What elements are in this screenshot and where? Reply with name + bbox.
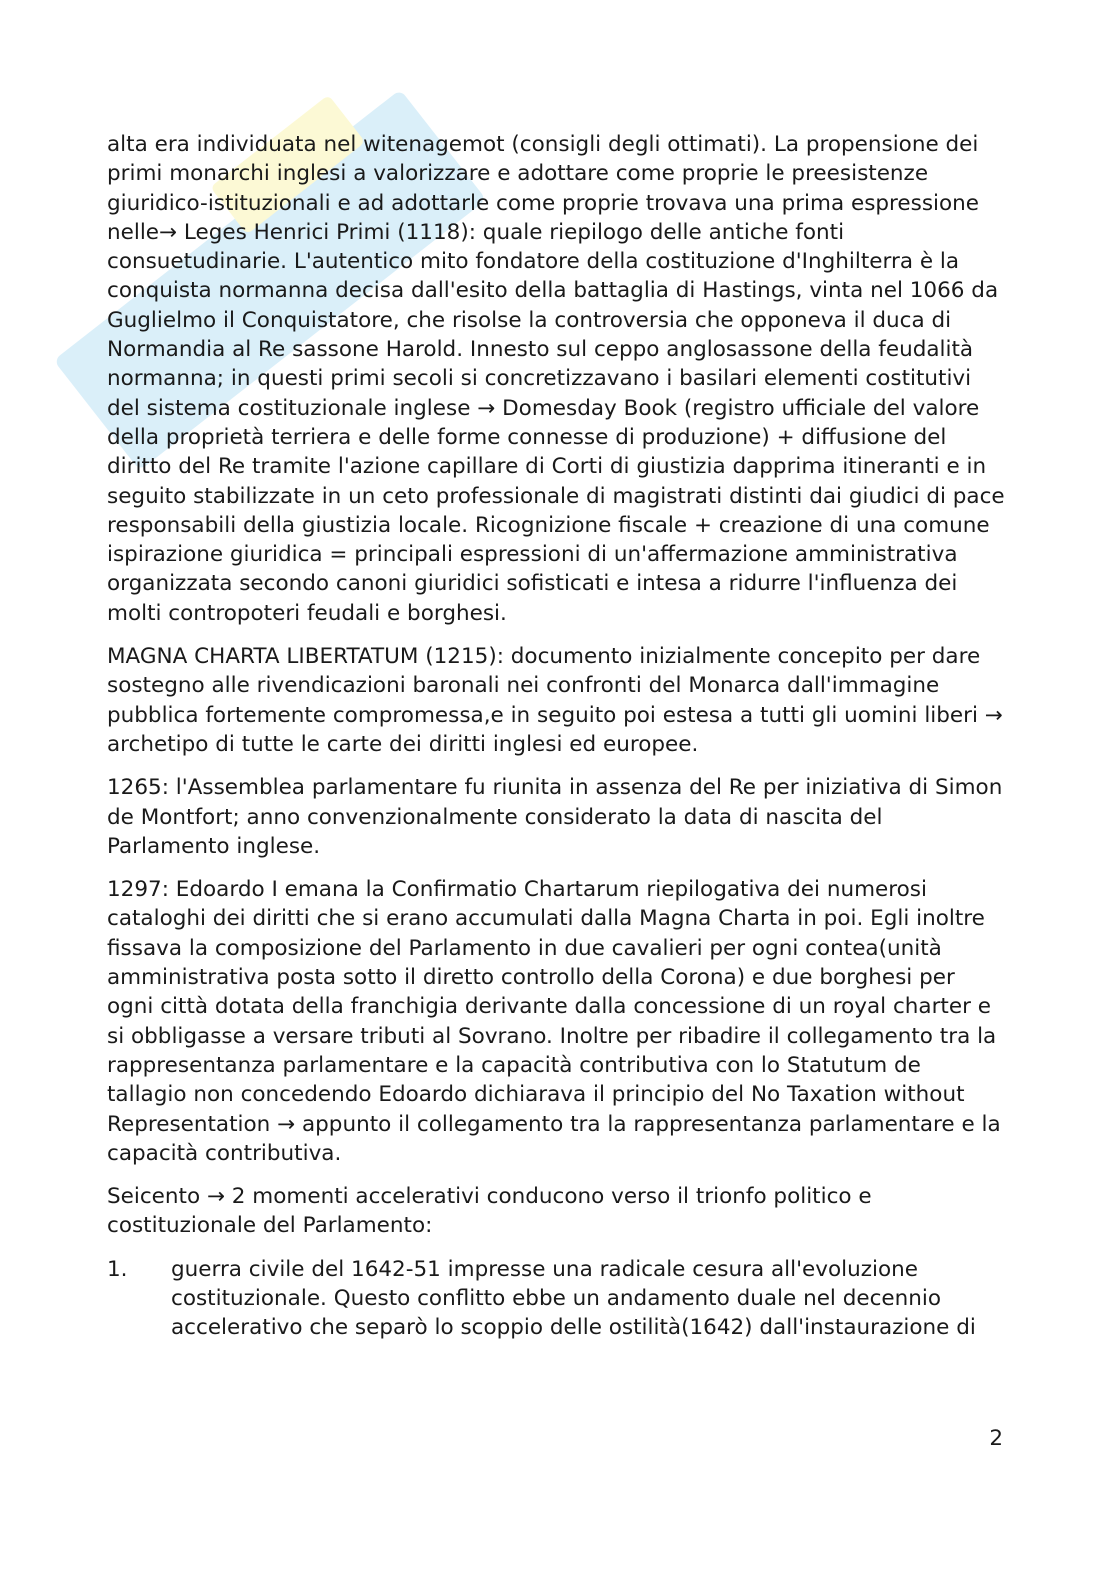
paragraph-1297: 1297: Edoardo I emana la Confirmatio Chartarum riepilogativa dei numerosi cataloghi dei diritti che si erano accumulati dalla Magna Charta in poi. Egli inoltre fissava la composizione del Parlamento in due cavalieri per ogni contea(unità amministrativa posta sotto il diretto controllo della Corona) e due borghesi per ogni città dotata della franchigia derivante dalla concessione di un royal charter e si obbligasse a versare tributi al Sovrano. Inoltre per ribadire il collegamento tra la rappresentanza parlamentare e la capacità contributiva con lo Statutum de tallagio non concedendo Edoardo dichiarava il principio del No Taxation without Representation → appunto il collegamento tra la rappresentanza parlamentare e la capacità contributiva. <box>107 877 1001 1166</box>
paragraph-anglo-norman-origins: alta era individuata nel witenagemot (consigli degli ottimati). La propensione dei primi monarchi inglesi a valorizzare e adottare come proprie le preesistenze giuridico-istituzionali e ad adottarle come proprie trovava una prima espressione nelle→ Leges Henrici Primi (1118): quale riepilogo delle antiche fonti consuetudinarie. L'autentico mito fondatore della costituzione d'Inghilterra è la conquista normanna decisa dall'esito della battaglia di Hastings, vinta nel 1066 da Guglielmo il Conquistatore, che risolse la controversia che opponeva il duca di Normandia al Re sassone Harold. Innesto sul ceppo anglosassone della feudalità normanna; in questi primi secoli si concretizzavano i basilari elementi costitutivi del sistema costituzionale inglese → Domesday Book (registro ufficiale del valore della proprietà terriera e delle forme connesse di produzione) + diffusione del diritto del Re tramite l'azione capillare di Corti di giustizia dapprima itineranti e in seguito stabilizzate in un ceto professionale di magistrati distinti dai giudici di pace responsabili della giustizia locale. Ricognizione fiscale + creazione di una comune ispirazione giuridica = principali espressioni di un'affermazione amministrativa organizzata secondo canoni giuridici sofisticati e intesa a ridurre l'influenza dei molti contropoteri feudali e borghesi. <box>107 132 1005 626</box>
paragraph-seicento: Seicento → 2 momenti accelerativi conducono verso il trionfo politico e costituzionale del Parlamento: <box>107 1184 872 1239</box>
list-item <box>107 1255 1007 1343</box>
paragraph-1265: 1265: l'Assemblea parlamentare fu riunita in assenza del Re per iniziativa di Simon de Montfort; anno convenzionalmente considerato la data di nascita del Parlamento inglese. <box>107 775 1003 859</box>
page-number: 2 <box>989 1426 1003 1451</box>
paragraph-magna-charta: MAGNA CHARTA LIBERTATUM (1215): documento inizialmente concepito per dare sostegno alle rivendicazioni baronali nei confronti del Monarca dall'immagine pubblica fortemente compromessa,e in seguito poi estesa a tutti gli uomini liberi → archetipo di tutte le carte dei diritti inglesi ed europee. <box>107 644 1003 757</box>
document-body <box>107 130 1007 1343</box>
list-item-number: 1. <box>107 1256 128 1282</box>
list-item-text: guerra civile del 1642-51 impresse una radicale cesura all'evoluzione costituzionale. Questo conflitto ebbe un andamento duale nel decennio accelerativo che separò lo scoppio delle ostilità(1642) dall'instaurazione di <box>171 1256 976 1341</box>
